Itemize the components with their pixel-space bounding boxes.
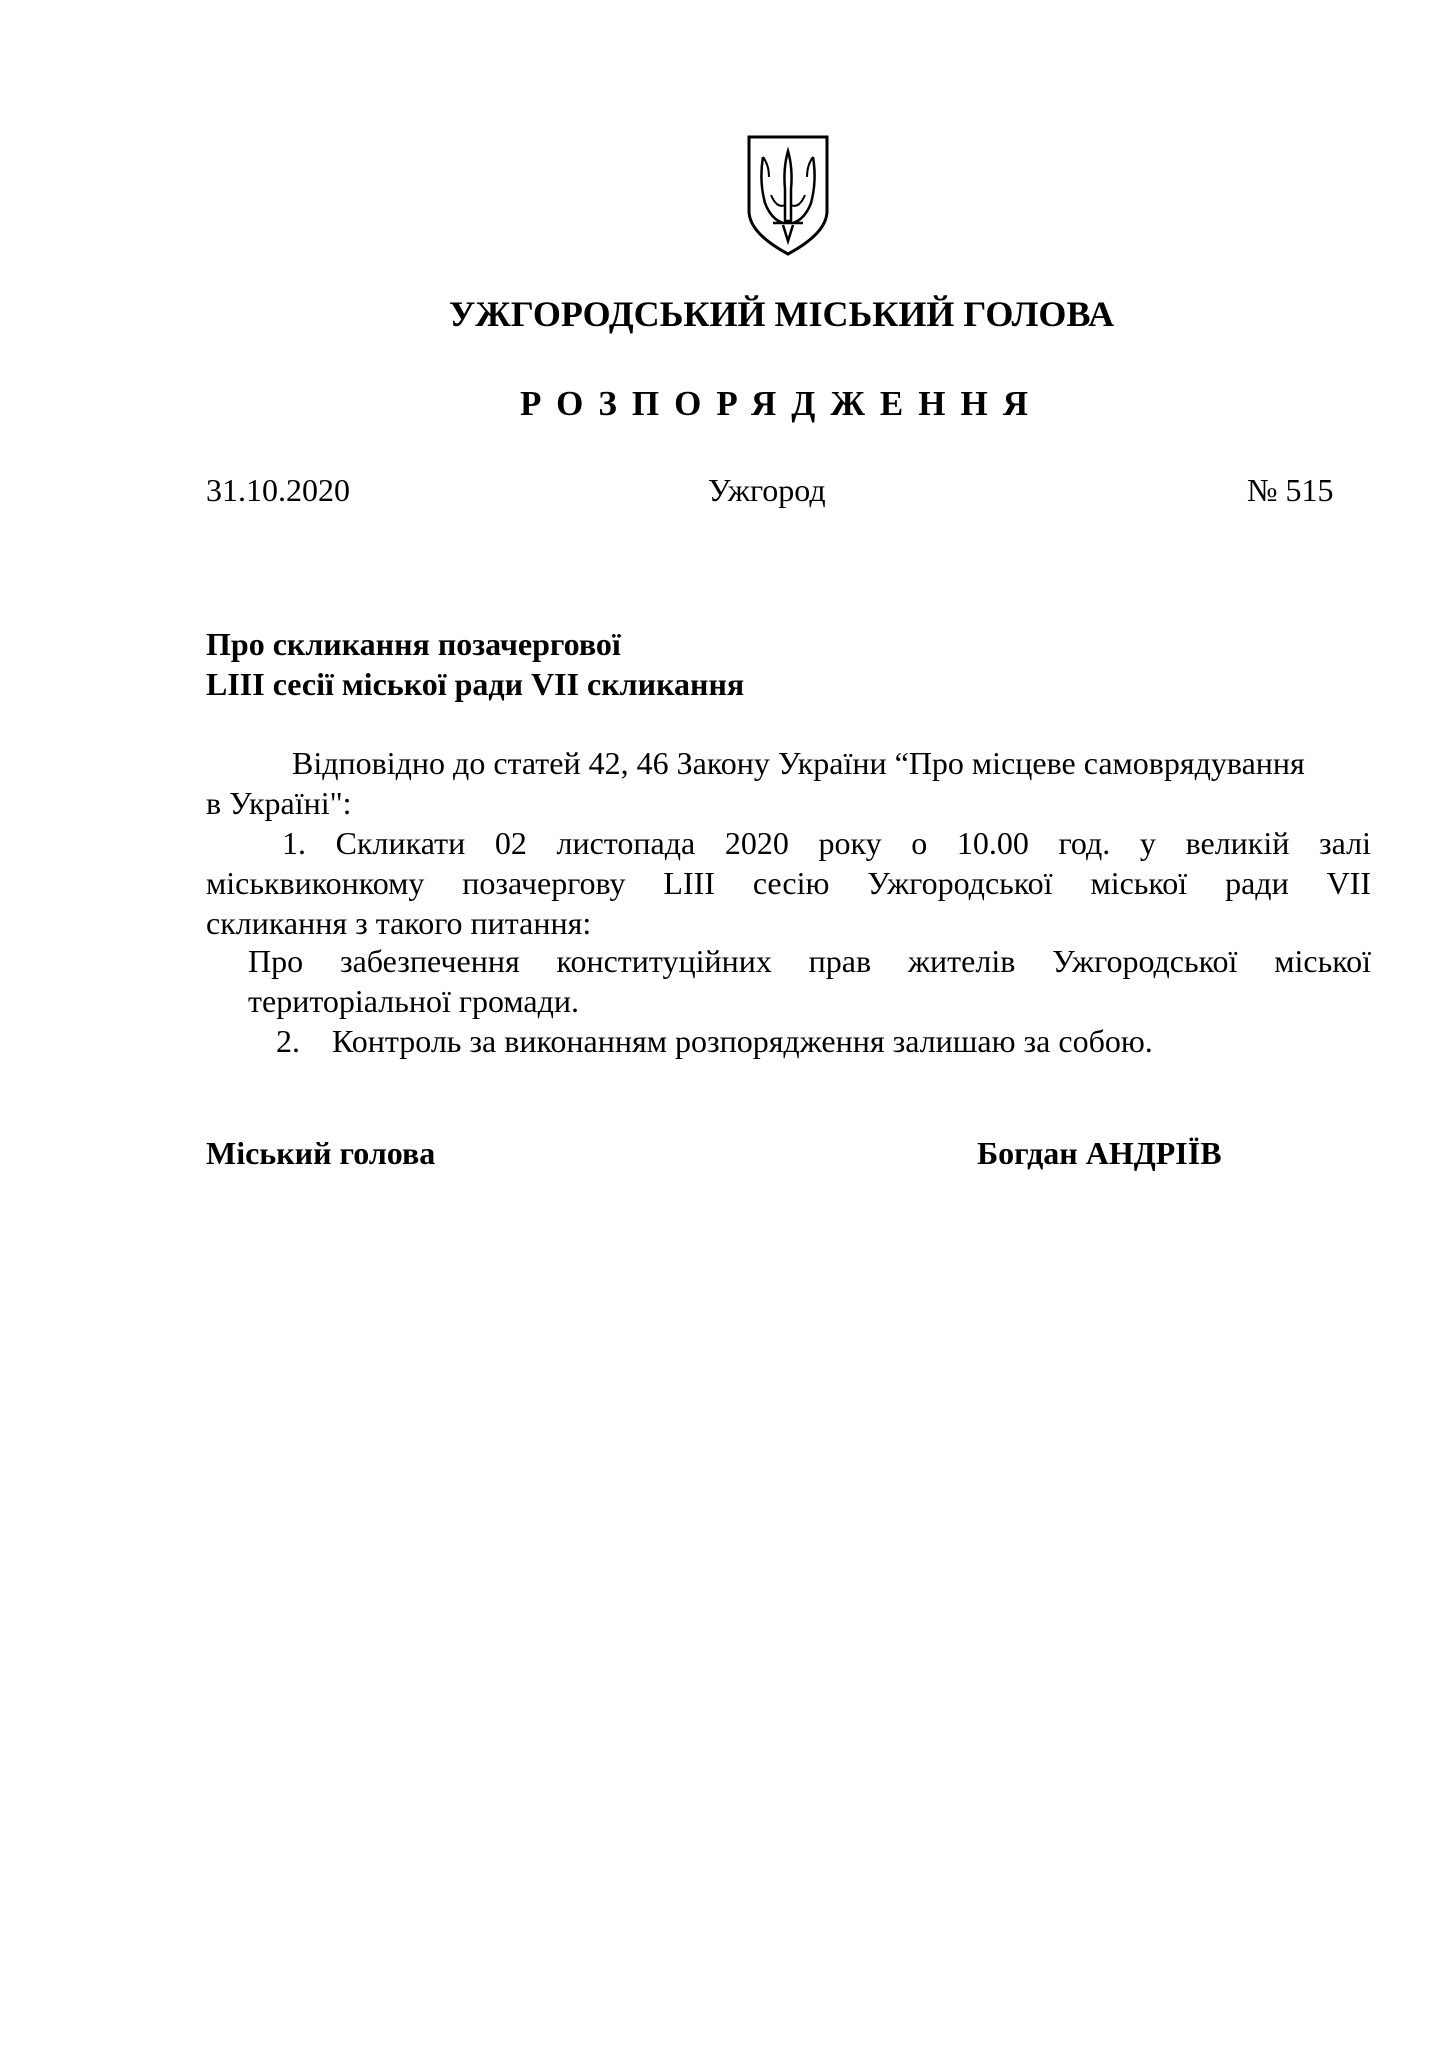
document-city: Ужгород	[708, 472, 826, 508]
document-type-heading: РОЗПОРЯДЖЕННЯ	[520, 384, 1043, 423]
item-2-paragraph	[276, 1021, 1153, 1061]
item-1-paragraph	[206, 823, 1371, 943]
intro-paragraph	[206, 743, 1371, 823]
signatory-title: Міський голова	[206, 1135, 436, 1171]
agenda-line-1: Про забезпечення конституційних прав жителів Ужгородської міської	[248, 943, 1371, 979]
trident-coat-of-arms-icon	[743, 133, 833, 258]
document-subject	[206, 624, 744, 704]
item-1-line-1: 1. Скликати 02 листопада 2020 року о 10.00 год. у великій залі	[282, 825, 1371, 861]
item-1-line-3: скликання з такого питання:	[206, 905, 592, 941]
intro-line-2: в Україні":	[206, 785, 352, 821]
agenda-item	[248, 941, 1371, 1021]
subject-line-2: LIII сесії міської ради VII скликання	[206, 666, 745, 702]
intro-line-1: Відповідно до статей 42, 46 Закону України “Про місцеве самоврядування	[292, 745, 1305, 781]
item-2-number: 2.	[276, 1023, 300, 1059]
subject-line-1: Про скликання позачергової	[206, 626, 621, 662]
item-1-line-2: міськвиконкому позачергову LIII сесію Ужгородської міської ради VII	[206, 865, 1371, 901]
document-number: № 515	[1247, 472, 1334, 508]
agenda-line-2: територіальної громади.	[248, 983, 579, 1019]
signatory-name: Богдан АНДРІЇВ	[977, 1135, 1222, 1171]
item-2-text: Контроль за виконанням розпорядження залишаю за собою.	[332, 1023, 1153, 1059]
document-date: 31.10.2020	[206, 472, 350, 508]
authority-heading: УЖГОРОДСЬКИЙ МІСЬКИЙ ГОЛОВА	[448, 294, 1115, 334]
